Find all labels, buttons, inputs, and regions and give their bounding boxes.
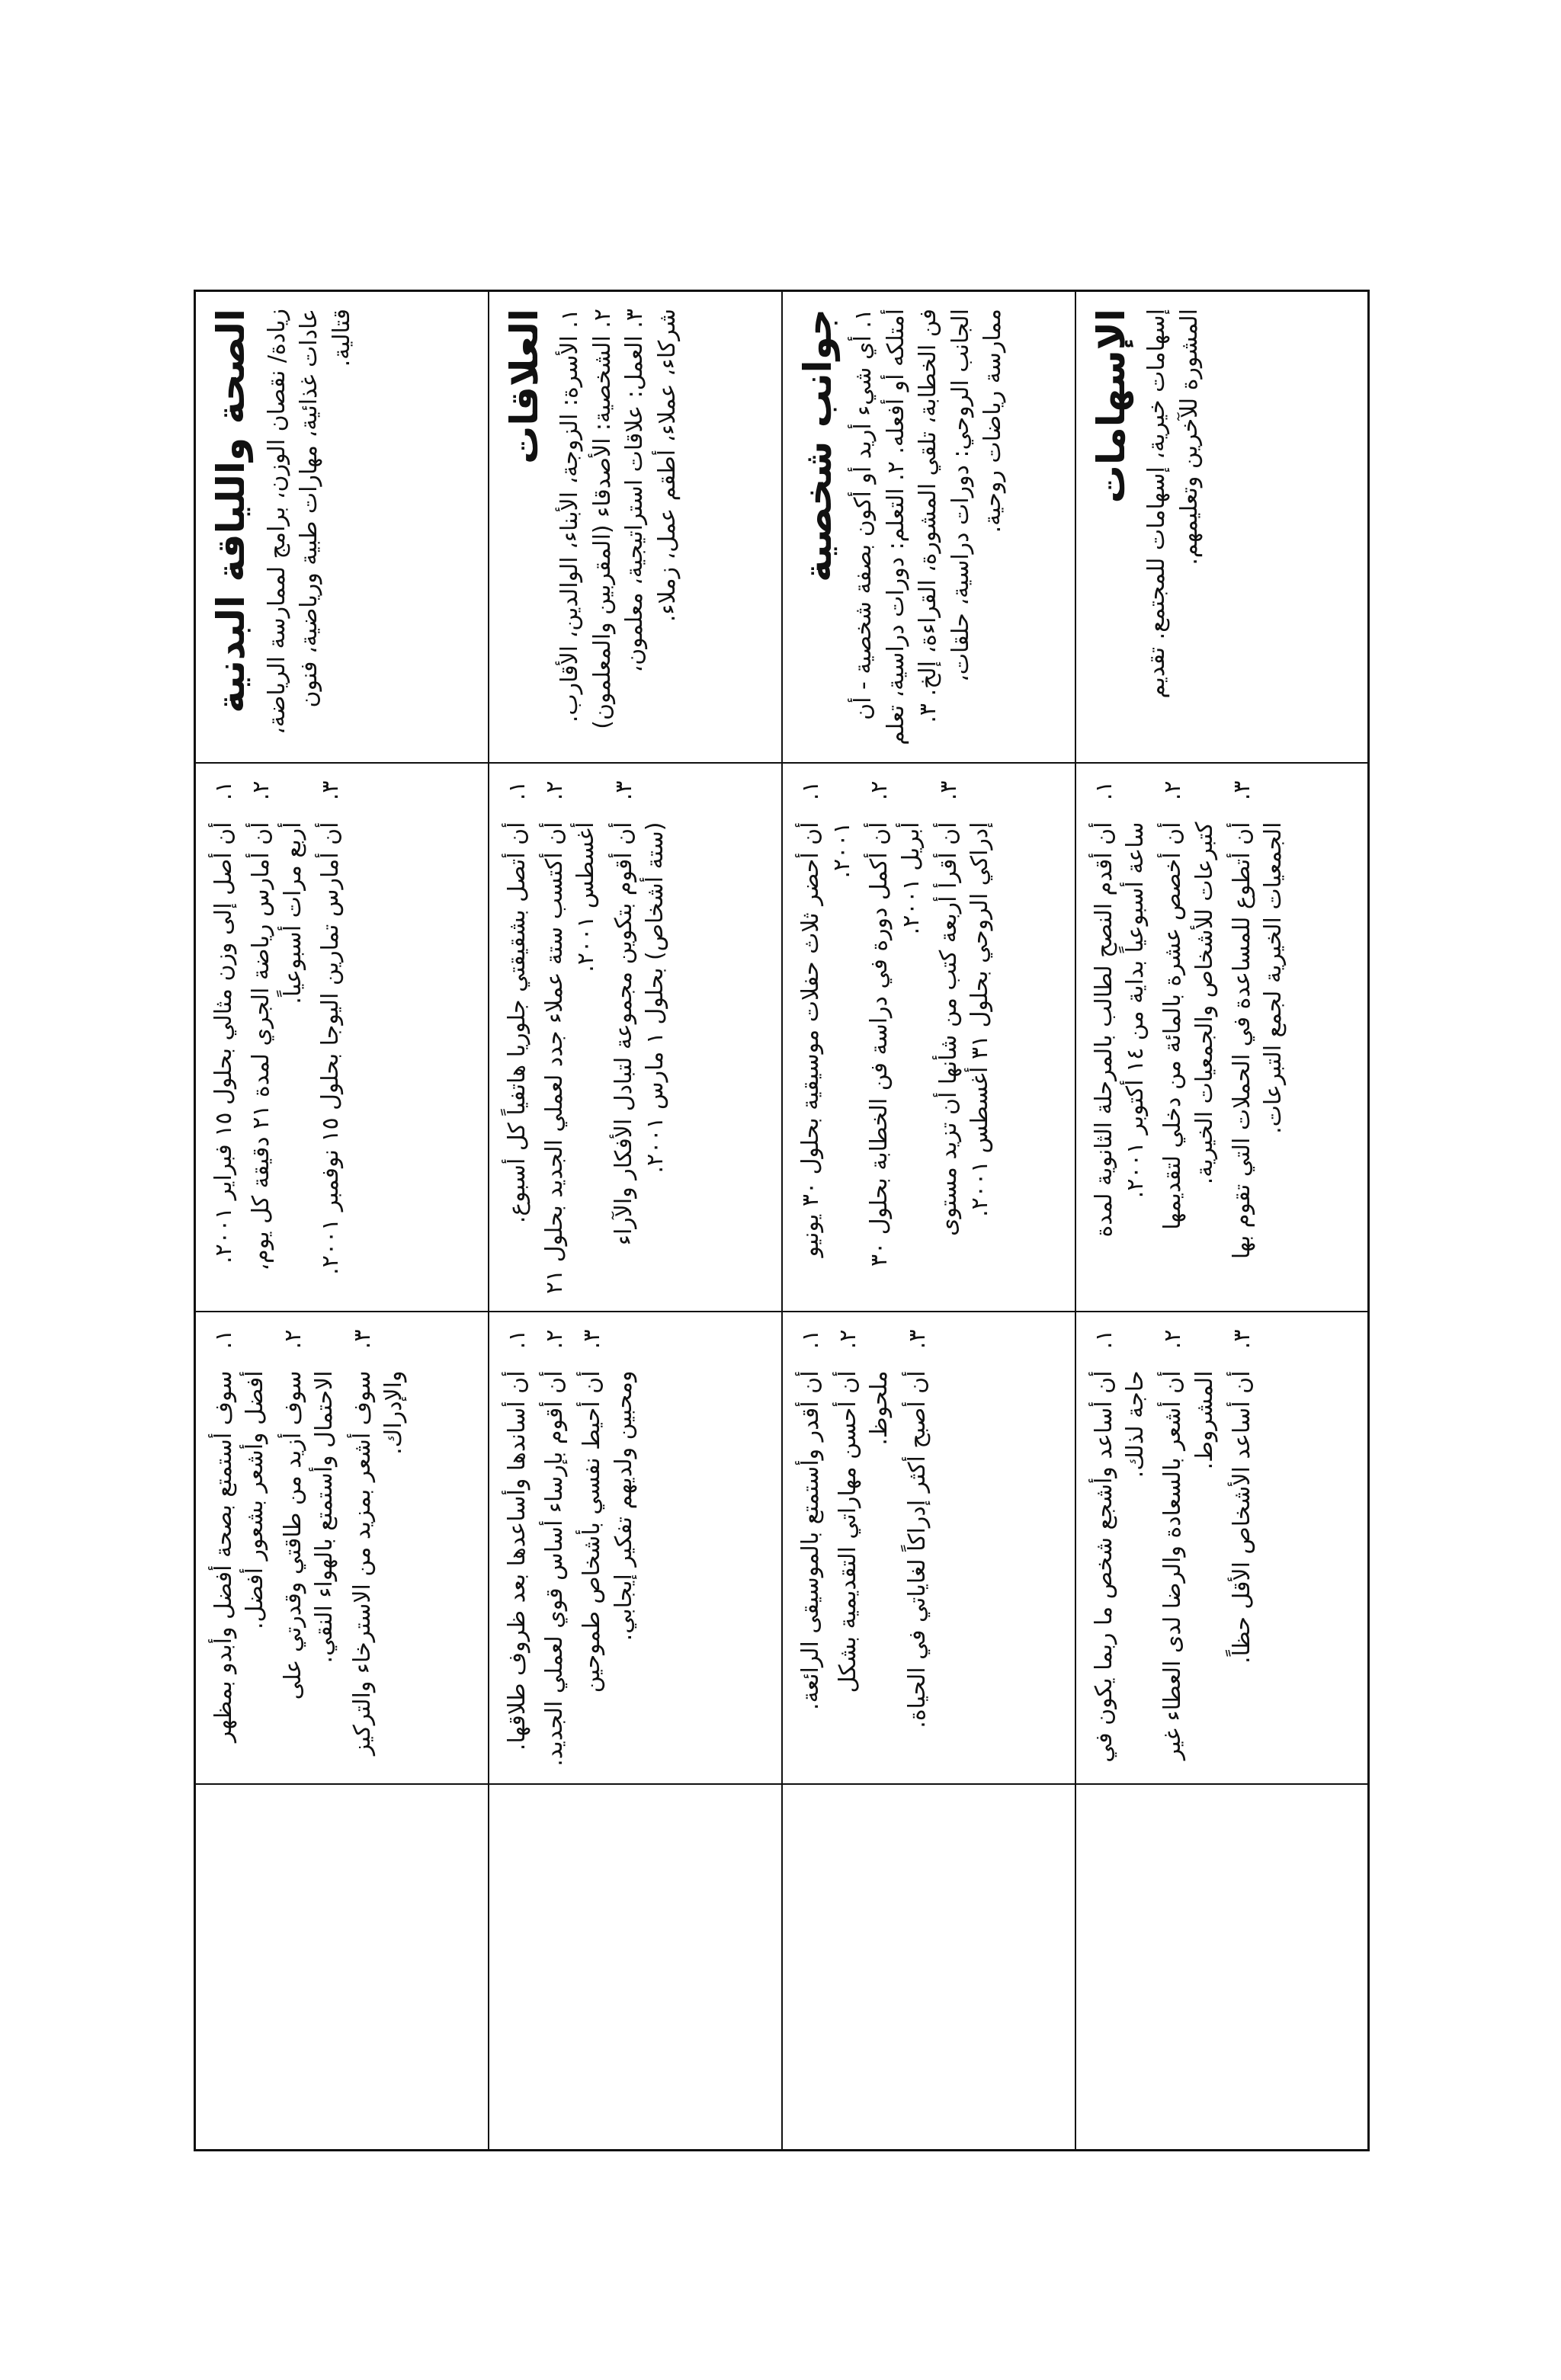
item-text: أن أقدم النصح لطالب بالمرحلة الثانوية لمدة ساعة أسبوعياً بداية من ١٤ أكتوبر ٢٠٠١. [1090,822,1149,1238]
item-text: أن أصل إلى وزن مثالي بحلول ١٥ فبراير ٢٠٠١. [210,822,237,1264]
goals-cell-list [208,1330,409,1767]
item-text: أن أتطوع للمساعدة في الحملات التي تقوم بها الجمعيات الخيرية لجمع التبرعات. [1229,822,1287,1260]
table-row [1075,291,1369,2151]
item-text: أن أمارس رياضة الجري لمدة ٢١ دقيقة كل يوم، أربع مرات أسبوعياً. [248,822,306,1271]
actions-cell-list [502,781,672,1295]
item-text: سوف أشعر بمزيد من الاسترخاء والتركيز والإدراك. [348,1370,407,1756]
item-text: أن أكمل دورة في دراسة فن الخطابة بحلول ٣٠ أبريل ٢٠٠١. [866,822,925,1267]
rotated-goals-table [194,292,1367,2151]
table-row [489,291,782,2151]
item-number: ١. [1090,1329,1117,1350]
list-item [502,781,533,1295]
item-number: ١. [797,780,824,801]
actions-cell [195,764,489,1312]
list-item [1088,1330,1152,1767]
goals-table-body [195,291,1369,2151]
notes-cell [1075,1785,1369,2151]
item-number: ٢. [540,780,568,801]
goals-cell [782,1312,1075,1785]
item-text: أن أشعر بالسعادة والرضا لدى العطاء غير المشروط. [1159,1370,1218,1760]
section-title: جوانب شخصية [795,309,840,582]
actions-cell-list [208,781,347,1295]
section-description: زيادة/ نقصان الوزن، برامج لممارسة الرياضة، عادات غذائية، مهارات طبية ورياضية، فنون قتالية. [263,309,355,735]
list-item [1157,1330,1220,1767]
notes-cell [489,1785,782,2151]
table-row [782,291,1075,2151]
goals-table [194,290,1370,2151]
item-text: أن أتصل بشقيقتي جلوريا هاتفياً كل أسبوع. [503,822,530,1224]
notes-cell [195,1785,489,2151]
section-description: ١. الأسرة: الزوجة، الأبناء، الوالدين، الأقارب. ٢. الشخصية: الأصدقاء (المقربين والمعلمون) ٣. العمل: علاقات استراتيجية، معلمون، شركاء، عملاء، أطقم عمل، زملاء. [556,309,681,729]
list-item [608,781,672,1295]
item-text: أن أساندها وأساعدها بعد ظروف طلاقها. [503,1370,530,1751]
item-number: ٣. [1229,780,1256,801]
item-text: أن أمارس تمارين اليوجا بحلول ١٥ نوفمبر ٢٠٠١. [317,822,345,1275]
notes-cell [782,1785,1075,2151]
list-item [539,781,602,1295]
item-text: أن أقوم بإرساء أساس قوي لعملي الجديد. [540,1370,568,1767]
actions-cell [782,764,1075,1312]
item-number: ٢. [279,1329,306,1350]
section-description: ١. أي شيء أريد أو أكون بصفة شخصية - أن أمتلكه أو أفعله. ٢. التعلم: دورات دراسية، تعلم فن الخطابة، تلقي المشورة، القراءة، إلخ. ٣. الجانب الروحي: دورات دراسية، حلقات، ممارسة رياضات روحية. [850,309,1007,745]
list-item [1157,781,1220,1295]
goals-cell-list [1088,1330,1258,1767]
item-text: سوف أستمتع بصحة أفضل وأبدو بمظهر أفضل وأشعر بشعور أفضل. [210,1370,269,1743]
list-item [208,781,239,1295]
item-number: ١. [1090,780,1117,801]
topic-cell [782,291,1075,764]
list-item [795,1330,826,1767]
item-text: أن أقوم بتكوين مجموعة لتبادل الأفكار والآراء (ستة أشخاص) بحلول ١ مارس ٢٠٠١. [610,822,669,1246]
goals-cell [195,1312,489,1785]
list-item [576,1330,639,1767]
goals-cell [1075,1312,1369,1785]
goals-cell-list [502,1330,640,1767]
list-item [1088,781,1152,1295]
item-number: ١. [797,1329,824,1350]
list-item [277,1330,341,1767]
list-item [864,781,927,1295]
section-description: إسهامات خيرية، إسهامات للمجتمع. تقديم المشورة للآخرين وتعليمهم. [1143,309,1203,699]
item-number: ٣. [317,780,345,801]
list-item [208,1330,271,1767]
item-number: ٢. [1159,1329,1187,1350]
list-item [502,1330,533,1767]
item-number: ١. [503,780,530,801]
item-text: أن أساعد وأشجع شخص ما ربما يكون في حاجة لذلك. [1090,1370,1149,1763]
item-text: أن أحيط نفسي بأشخاص طموحين ومحبين ولديهم تفكير إيجابي. [579,1370,637,1693]
item-number: ٣. [610,780,637,801]
list-item [1226,781,1290,1295]
topic-cell [1075,291,1369,764]
topic-cell [195,291,489,764]
list-item [795,781,858,1295]
item-text: أن أحسن مهاراتي التقديمية بشكل ملحوظ. [834,1370,893,1693]
item-number: ٢. [834,1329,861,1350]
item-text: أن أخصص عشرة بالمائة من دخلي لتقديمها كتبرعات للأشخاص والجمعيات الخيرية. [1159,822,1218,1230]
item-number: ٣. [348,1329,376,1350]
actions-cell-list [1088,781,1290,1295]
actions-cell [1075,764,1369,1312]
list-item [347,1330,410,1767]
item-text: أن أحضر ثلاث حفلات موسيقية بحلول ٣٠ يونيو ٢٠٠١. [797,822,855,1257]
table-row [195,291,489,2151]
item-text: أن أكتسب ستة عملاء جدد لعملي الجديد بحلول ٢١ أغسطس ٢٠٠١. [540,822,600,1294]
actions-cell-list [795,781,996,1295]
list-item [933,781,996,1295]
item-number: ٣. [1229,1329,1256,1350]
item-text: أن أساعد الأشخاص الأقل حظاً. [1229,1370,1256,1664]
section-title: العلاقات [502,309,547,464]
actions-cell [489,764,782,1312]
list-item [539,1330,570,1767]
list-item [315,781,346,1295]
item-text: سوف أزيد من طاقتي وقدرتي على الاحتمال وأستمتع بالهواء النقي. [279,1370,338,1700]
item-number: ١. [210,1329,237,1350]
item-number: ٣. [935,780,963,801]
item-number: ٢. [866,780,893,801]
list-item [245,781,309,1295]
item-text: أن أصبح أكثر إدراكاً لغاياتي في الحياة. [903,1370,931,1728]
item-number: ٢. [1159,780,1187,801]
section-title: الإسهامات [1088,309,1133,504]
item-number: ٢. [540,1329,568,1350]
list-item [832,1330,896,1767]
section-title: الصحة واللياقة البدنية [209,309,253,713]
list-item [1226,1330,1258,1767]
topic-cell [489,291,782,764]
item-text: أن أقرأ أربعة كتب من شأنها أن تزيد مستوى إدراكي الروحي بحلول ٣١ أغسطس ٢٠٠١. [935,822,994,1236]
list-item [902,1330,933,1767]
item-number: ٣. [579,1329,606,1350]
item-number: ٢. [248,780,275,801]
goals-cell-list [795,1330,934,1767]
item-number: ٣. [903,1329,931,1350]
item-number: ١. [503,1329,530,1350]
item-text: أن أقدر وأستمتع بالموسيقى الرائعة. [797,1370,824,1710]
goals-cell [489,1312,782,1785]
item-number: ١. [210,780,237,801]
